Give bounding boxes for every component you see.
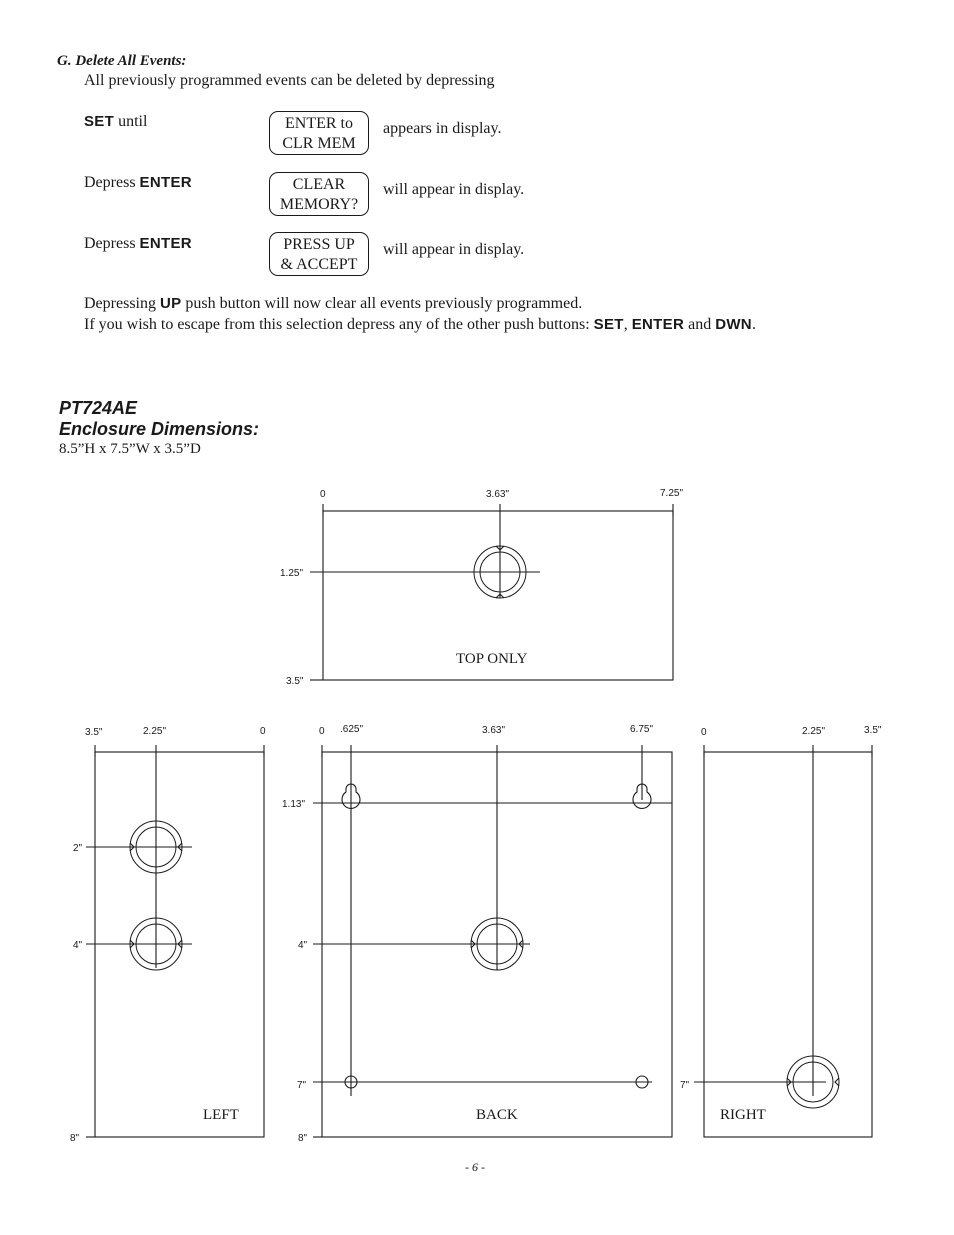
back-y-tick-1: 4" xyxy=(298,940,308,951)
left-view-label: LEFT xyxy=(203,1107,239,1123)
left-x-tick-1: 2.25" xyxy=(143,726,167,737)
enclosure-model: PT724AE xyxy=(59,398,138,418)
display-clear-memory: CLEAR MEMORY? xyxy=(269,172,369,216)
right-x-tick-0: 0 xyxy=(701,727,707,738)
step-1-result: appears in display. xyxy=(383,120,502,137)
left-y-tick-2: 8" xyxy=(70,1133,80,1144)
enclosure-title: Enclosure Dimensions: xyxy=(59,419,260,439)
step-1-instruction: SET until xyxy=(84,113,148,130)
enter-key: ENTER xyxy=(631,316,685,333)
enter-key: ENTER xyxy=(139,174,192,191)
back-y-tick-0: 1.13" xyxy=(282,799,306,810)
left-y-tick-0: 2" xyxy=(73,843,83,854)
top-x-tick-1: 3.63" xyxy=(486,489,510,500)
top-x-tick-2: 7.25" xyxy=(660,488,684,499)
section-intro: All previously programmed events can be deleted by depressing xyxy=(84,72,495,89)
back-x-tick-3: 6.75" xyxy=(630,724,654,735)
set-key: SET xyxy=(84,113,115,130)
back-x-tick-2: 3.63" xyxy=(482,725,506,736)
back-view xyxy=(313,745,672,1137)
display-press-up-accept: PRESS UP & ACCEPT xyxy=(269,232,369,276)
left-y-tick-1: 4" xyxy=(73,940,83,951)
dwn-key: DWN xyxy=(715,316,752,333)
back-view-label: BACK xyxy=(476,1107,518,1123)
top-view-label: TOP ONLY xyxy=(456,651,528,667)
top-x-tick-0: 0 xyxy=(320,489,326,500)
right-view xyxy=(694,745,872,1137)
top-y-tick-1: 3.5" xyxy=(286,676,304,687)
up-key: UP xyxy=(159,295,182,312)
right-y-tick-0: 7" xyxy=(680,1080,690,1091)
top-y-tick-0: 1.25" xyxy=(280,568,304,579)
step-3-result: will appear in display. xyxy=(383,241,525,258)
escape-instruction: If you wish to escape from this selection depress any of the other push buttons: SET, ENTER and DWN. xyxy=(84,316,756,333)
back-y-tick-3: 8" xyxy=(298,1133,308,1144)
section-title: G. Delete All Events: xyxy=(57,53,187,69)
page-number: - 6 - xyxy=(465,1160,485,1174)
enclosure-size: 8.5”H x 7.5”W x 3.5”D xyxy=(59,441,201,457)
right-x-tick-1: 2.25" xyxy=(802,726,826,737)
back-y-tick-2: 7" xyxy=(297,1080,307,1091)
left-x-tick-0: 3.5" xyxy=(85,727,103,738)
enter-key: ENTER xyxy=(139,235,192,252)
left-x-tick-2: 0 xyxy=(260,726,266,737)
back-x-tick-0: 0 xyxy=(319,726,325,737)
step-2-instruction: Depress ENTER xyxy=(84,174,192,191)
display-enter-to-clr-mem: ENTER to CLR MEM xyxy=(269,111,369,155)
right-view-label: RIGHT xyxy=(720,1107,766,1123)
step-2-result: will appear in display. xyxy=(383,181,525,198)
back-x-tick-1: .625" xyxy=(340,724,364,735)
clear-instruction: Depressing UP push button will now clear all events previously programmed. xyxy=(84,295,583,312)
set-key: SET xyxy=(593,316,624,333)
right-x-tick-2: 3.5" xyxy=(864,725,882,736)
step-3-instruction: Depress ENTER xyxy=(84,235,192,252)
left-view xyxy=(86,745,264,1137)
